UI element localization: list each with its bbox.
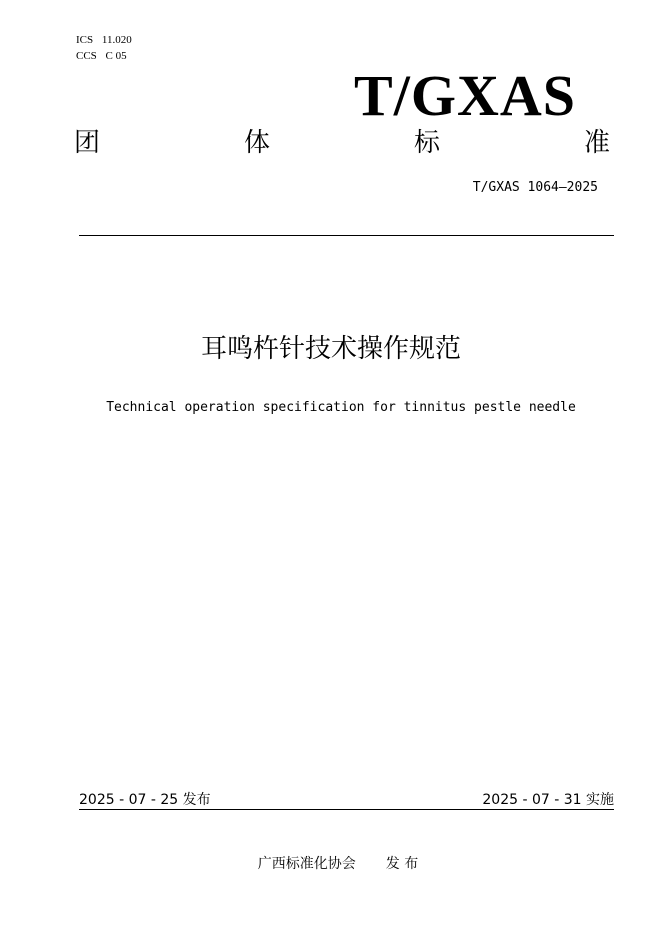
classification-block: [76, 32, 132, 64]
header-divider: [79, 235, 614, 236]
ccs-label: CCS: [76, 50, 97, 62]
standard-type-char: 体: [243, 128, 270, 158]
issuer-line: [0, 853, 662, 873]
ics-value: 11.020: [101, 34, 132, 46]
ics-label: ICS: [76, 34, 94, 46]
document-title-english: Technical operation specification for tinnitus pestle needle: [106, 400, 576, 415]
issuer-action: 发 布: [385, 856, 419, 872]
issuer-organization: 广西标准化协会: [257, 856, 356, 872]
standard-type-char: 准: [583, 128, 610, 158]
ccs-value: C 05: [105, 50, 127, 62]
standard-code-logo: T/GXAS: [354, 63, 576, 128]
standard-type-char: 标: [413, 128, 440, 158]
standard-type: [74, 127, 610, 159]
footer-divider: [79, 809, 614, 810]
standard-type-char: 团: [74, 128, 101, 158]
ics-row: [76, 32, 132, 48]
standard-number: T/GXAS 1064—2025: [472, 180, 598, 195]
implement-date: 2025 - 07 - 31 实施: [482, 792, 614, 808]
publish-date: 2025 - 07 - 25 发布: [79, 792, 211, 808]
ccs-row: [76, 48, 132, 64]
document-title-chinese: 耳鸣杵针技术操作规范: [200, 334, 461, 364]
